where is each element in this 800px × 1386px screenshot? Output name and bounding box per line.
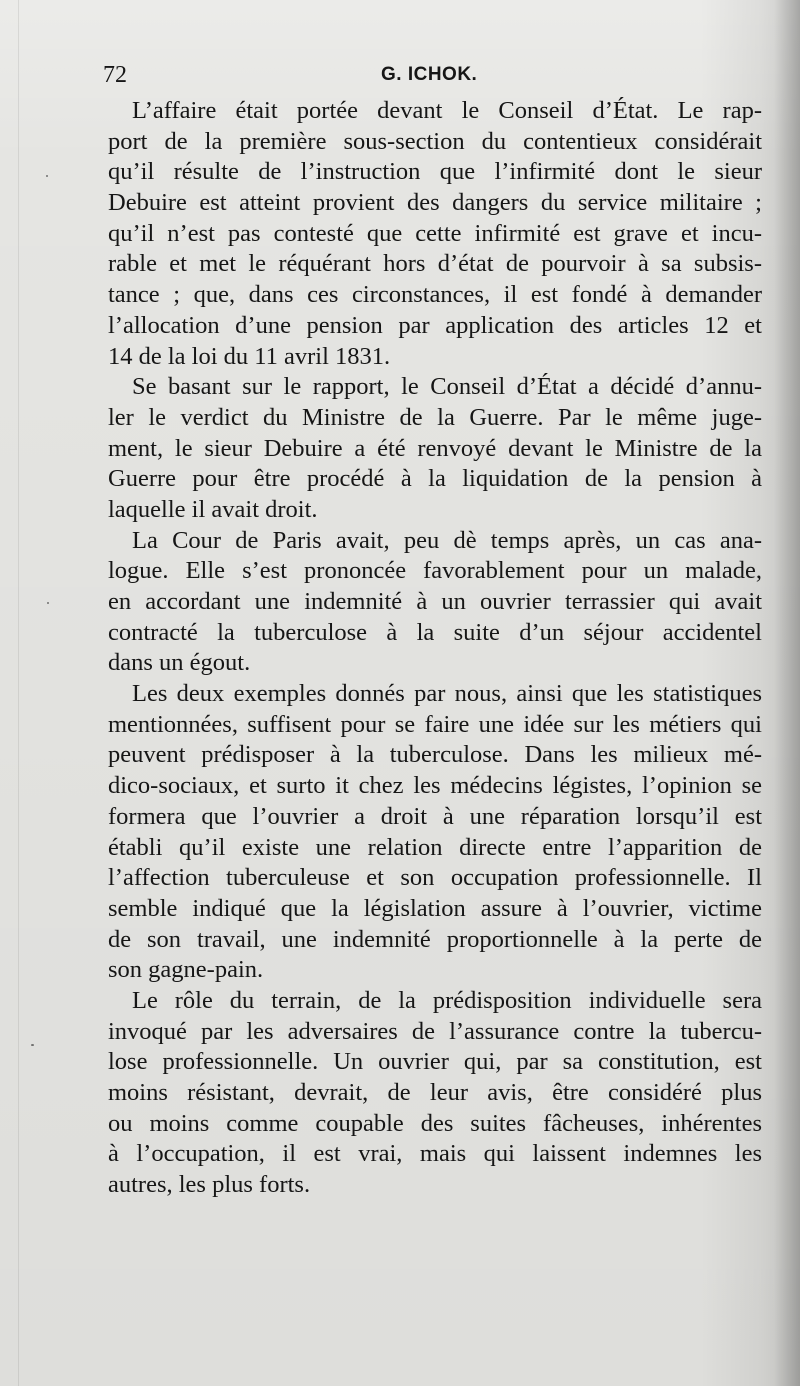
margin-speck bbox=[47, 602, 49, 604]
page-edge-rule bbox=[18, 0, 19, 1386]
paragraph-3 bbox=[108, 526, 762, 679]
text-line: établi qu’il existe une relation directe entre l’apparition de bbox=[108, 833, 762, 861]
text-line: La Cour de Paris avait, peu dè temps après, un cas ana- bbox=[132, 526, 762, 554]
text-line: l’affection tuberculeuse et son occupation professionnelle. Il bbox=[108, 864, 762, 892]
text-line: ou moins comme coupable des suites fâcheuses, inhérentes bbox=[108, 1109, 762, 1137]
text-line: autres, les plus forts. bbox=[108, 1171, 311, 1199]
text-line: en accordant une indemnité à un ouvrier terrassier qui avait bbox=[108, 588, 762, 615]
paragraph-5 bbox=[108, 986, 762, 1201]
text-line: Debuire est atteint provient des dangers du service militaire ; bbox=[108, 189, 762, 217]
text-line: laquelle il avait droit. bbox=[108, 495, 318, 523]
paragraph-2 bbox=[108, 372, 762, 525]
page-number: 72 bbox=[103, 62, 127, 88]
text-line: formera que l’ouvrier a droit à une réparation lorsqu’il est bbox=[108, 802, 762, 830]
text-line: invoqué par les adversaires de l’assurance contre la tubercu- bbox=[108, 1017, 762, 1045]
text-line: dans un égout. bbox=[108, 649, 251, 677]
paragraph-1 bbox=[108, 96, 762, 372]
text-line: l’allocation d’une pension par application des articles 12 et bbox=[108, 311, 762, 339]
text-line: Les deux exemples donnés par nous, ainsi que les statistiques bbox=[132, 680, 762, 708]
spine-shadow bbox=[774, 0, 800, 1386]
text-line: mentionnées, suffisent pour se faire une idée sur les métiers qui bbox=[108, 710, 762, 738]
text-line: dico-sociaux, et surto it chez les médecins légistes, l’opinion se bbox=[108, 772, 762, 800]
text-line: L’affaire était portée devant le Conseil d’État. Le rap- bbox=[132, 97, 762, 124]
text-line: ment, le sieur Debuire a été renvoyé devant le Ministre de la bbox=[108, 434, 762, 462]
margin-speck bbox=[31, 1044, 34, 1046]
text-line: ler le verdict du Ministre de la Guerre. Par le même juge- bbox=[108, 403, 762, 431]
text-line: Se basant sur le rapport, le Conseil d’État a décidé d’annu- bbox=[132, 373, 762, 401]
paragraph-4 bbox=[108, 679, 762, 986]
margin-speck bbox=[46, 175, 48, 177]
text-line: peuvent prédisposer à la tuberculose. Dans les milieux mé- bbox=[108, 741, 762, 769]
text-line: 14 de la loi du 11 avril 1831. bbox=[108, 342, 391, 370]
page-header bbox=[103, 60, 760, 90]
text-line: à l’occupation, il est vrai, mais qui laissent indemnes les bbox=[108, 1140, 762, 1168]
text-line: semble indiqué que la législation assure à l’ouvrier, victime bbox=[108, 894, 762, 922]
text-line: tance ; que, dans ces circonstances, il est fondé à demander bbox=[108, 281, 762, 309]
running-title: G. ICHOK. bbox=[381, 64, 478, 85]
text-line: lose professionnelle. Un ouvrier qui, par sa constitution, est bbox=[108, 1048, 762, 1076]
text-line: contracté la tuberculose à la suite d’un séjour accidentel bbox=[108, 618, 762, 646]
text-line: moins résistant, devrait, de leur avis, être considéré plus bbox=[108, 1079, 762, 1106]
text-line: rable et met le réquérant hors d’état de pourvoir à sa subsis- bbox=[108, 250, 762, 278]
text-line: son gagne-pain. bbox=[108, 956, 264, 984]
text-line: qu’il n’est pas contesté que cette infirmité est grave et incu- bbox=[108, 219, 762, 247]
body-text bbox=[108, 96, 762, 1201]
text-line: Le rôle du terrain, de la prédisposition individuelle sera bbox=[132, 986, 762, 1014]
text-line: logue. Elle s’est prononcée favorablement pour un malade, bbox=[108, 557, 762, 585]
text-line: Guerre pour être procédé à la liquidation de la pension à bbox=[108, 465, 762, 493]
text-line: port de la première sous-section du contentieux considérait bbox=[108, 127, 762, 155]
text-line: de son travail, une indemnité proportionnelle à la perte de bbox=[108, 925, 762, 953]
text-line: qu’il résulte de l’instruction que l’infirmité dont le sieur bbox=[108, 158, 762, 186]
